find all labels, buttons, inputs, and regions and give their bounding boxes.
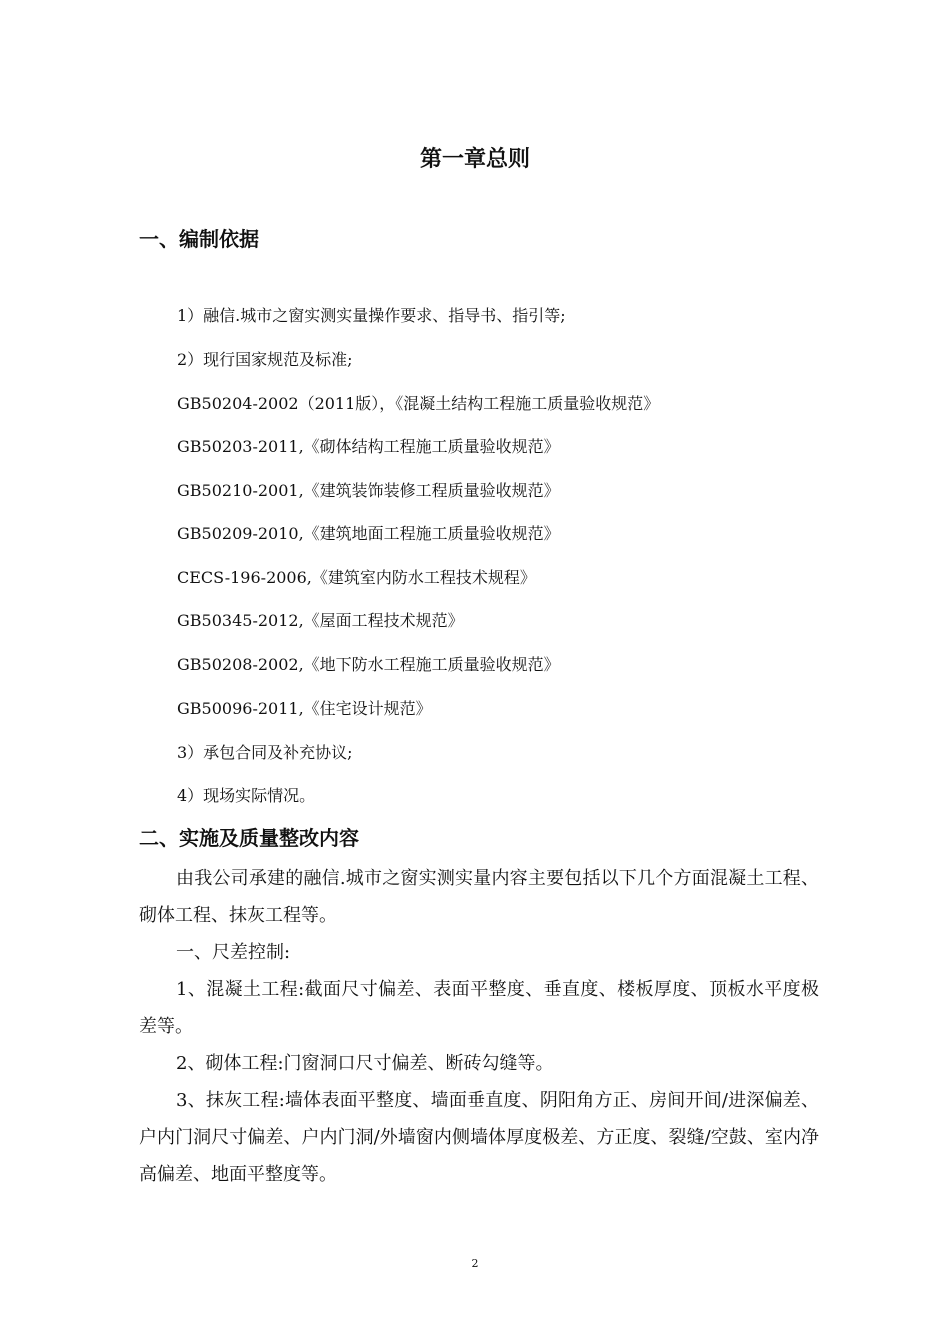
section-heading-compilation-basis: 一、编制依据 [139,227,259,251]
basis-item: CECS-196-2006,《建筑室内防水工程技术规程》 [177,568,536,587]
basis-item: GB50204-2002（2011版），《混凝土结构工程施工质量验收规范》 [177,394,660,413]
basis-item: 1）融信.城市之窗实测实量操作要求、指导书、指引等; [177,306,566,325]
body-paragraph: 1、混凝土工程:截面尺寸偏差、表面平整度、垂直度、楼板厚度、顶板水平度极差等。 [139,979,819,1037]
basis-item: 3）承包合同及补充协议; [177,743,353,762]
basis-item: GB50096-2011,《住宅设计规范》 [177,699,432,718]
body-paragraph: 2、砌体工程:门窗洞口尺寸偏差、断砖勾缝等。 [176,1053,554,1074]
section-heading-implementation: 二、实施及质量整改内容 [139,826,359,850]
page-number: 2 [471,1257,479,1270]
body-paragraph: 一、尺差控制: [176,942,291,963]
chapter-title: 第一章总则 [419,146,530,172]
basis-item: 4）现场实际情况。 [177,786,316,805]
basis-item: 2）现行国家规范及标准; [177,350,353,369]
basis-item: GB50208-2002,《地下防水工程施工质量验收规范》 [177,655,560,674]
body-paragraph: 由我公司承建的融信.城市之窗实测实量内容主要包括以下几个方面混凝土工程、砌体工程、抹灰工程等。 [139,868,819,926]
body-paragraph: 3、抹灰工程:墙体表面平整度、墙面垂直度、阴阳角方正、房间开间/进深偏差、户内门洞尺寸偏差、户内门洞/外墙窗内侧墙体厚度极差、方正度、裂缝/空鼓、室内净高偏差、地面平整度等。 [139,1090,819,1185]
basis-item: GB50210-2001,《建筑装饰装修工程质量验收规范》 [177,481,560,500]
basis-item: GB50203-2011,《砌体结构工程施工质量验收规范》 [177,437,560,456]
basis-item: GB50209-2010,《建筑地面工程施工质量验收规范》 [177,524,560,543]
basis-item: GB50345-2012,《屋面工程技术规范》 [177,611,464,630]
